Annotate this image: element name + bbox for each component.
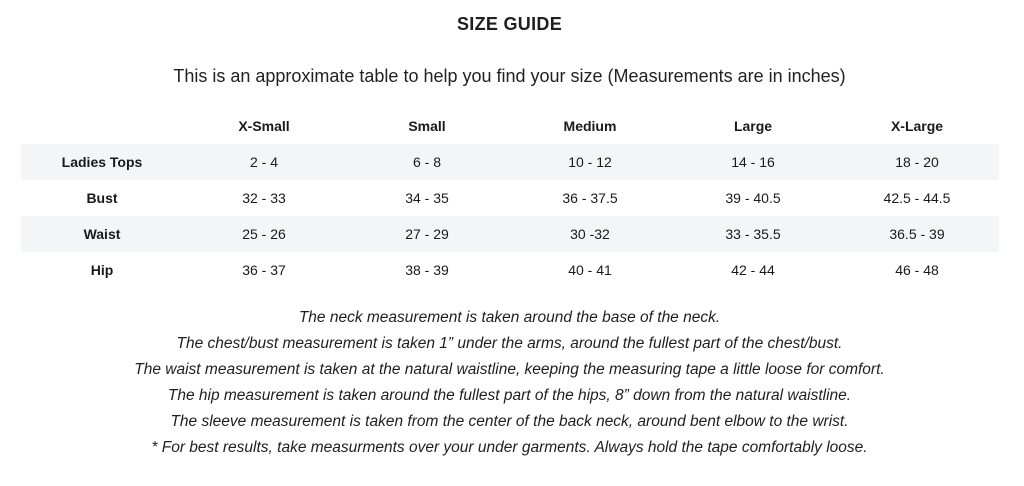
table-cell: 33 - 35.5 xyxy=(725,226,781,242)
table-header-cell: Medium xyxy=(563,118,617,134)
table-cell: 40 - 41 xyxy=(568,262,612,278)
note-hip: The hip measurement is taken around the fullest part of the hips, 8” down from the natural waistline. xyxy=(167,387,852,404)
table-row xyxy=(21,216,999,252)
row-label: Bust xyxy=(86,190,118,206)
table-cell: 6 - 8 xyxy=(412,154,441,170)
note-chest-bust: The chest/bust measurement is taken 1” under the arms, around the fullest part of the chest/bust. xyxy=(176,335,843,352)
table-cell: 42 - 44 xyxy=(731,262,775,278)
table-cell: 36 - 37 xyxy=(242,262,286,278)
note-waist: The waist measurement is taken at the natural waistline, keeping the measuring tape a little loose for comfort. xyxy=(134,361,885,378)
table-row xyxy=(21,180,999,216)
table-header-cell: X-Small xyxy=(238,118,290,134)
table-cell: 46 - 48 xyxy=(895,262,939,278)
size-table xyxy=(21,108,999,288)
measurement-notes xyxy=(0,305,1019,461)
note-sleeve: The sleeve measurement is taken from the center of the back neck, around bent elbow to the wrist. xyxy=(170,413,849,430)
page-title: SIZE GUIDE xyxy=(456,14,562,34)
table-cell: 42.5 - 44.5 xyxy=(883,190,951,206)
page-subtitle: This is an approximate table to help you find your size (Measurements are in inches) xyxy=(173,66,846,86)
table-cell: 32 - 33 xyxy=(242,190,286,206)
table-cell: 30 -32 xyxy=(570,226,610,242)
row-label: Waist xyxy=(83,226,121,242)
note-best-results: * For best results, take measurments over your under garments. Always hold the tape comfortably loose. xyxy=(151,439,868,456)
table-header-cell: Small xyxy=(408,118,446,134)
table-cell: 25 - 26 xyxy=(242,226,286,242)
table-cell: 39 - 40.5 xyxy=(725,190,781,206)
table-cell: 27 - 29 xyxy=(405,226,449,242)
table-header-cell: X-Large xyxy=(890,118,944,134)
table-cell: 10 - 12 xyxy=(568,154,612,170)
table-cell: 2 - 4 xyxy=(249,154,278,170)
row-label: Hip xyxy=(90,262,114,278)
note-neck: The neck measurement is taken around the base of the neck. xyxy=(298,309,721,326)
row-label: Ladies Tops xyxy=(61,154,143,170)
table-header-row xyxy=(21,108,999,144)
table-header-cell: Large xyxy=(733,118,773,134)
table-cell: 36.5 - 39 xyxy=(889,226,945,242)
table-row xyxy=(21,144,999,180)
table-cell: 34 - 35 xyxy=(405,190,449,206)
table-cell: 18 - 20 xyxy=(895,154,939,170)
table-cell: 14 - 16 xyxy=(731,154,775,170)
table-header-corner xyxy=(21,108,183,144)
table-cell: 38 - 39 xyxy=(405,262,449,278)
table-cell: 36 - 37.5 xyxy=(562,190,618,206)
table-row xyxy=(21,252,999,288)
